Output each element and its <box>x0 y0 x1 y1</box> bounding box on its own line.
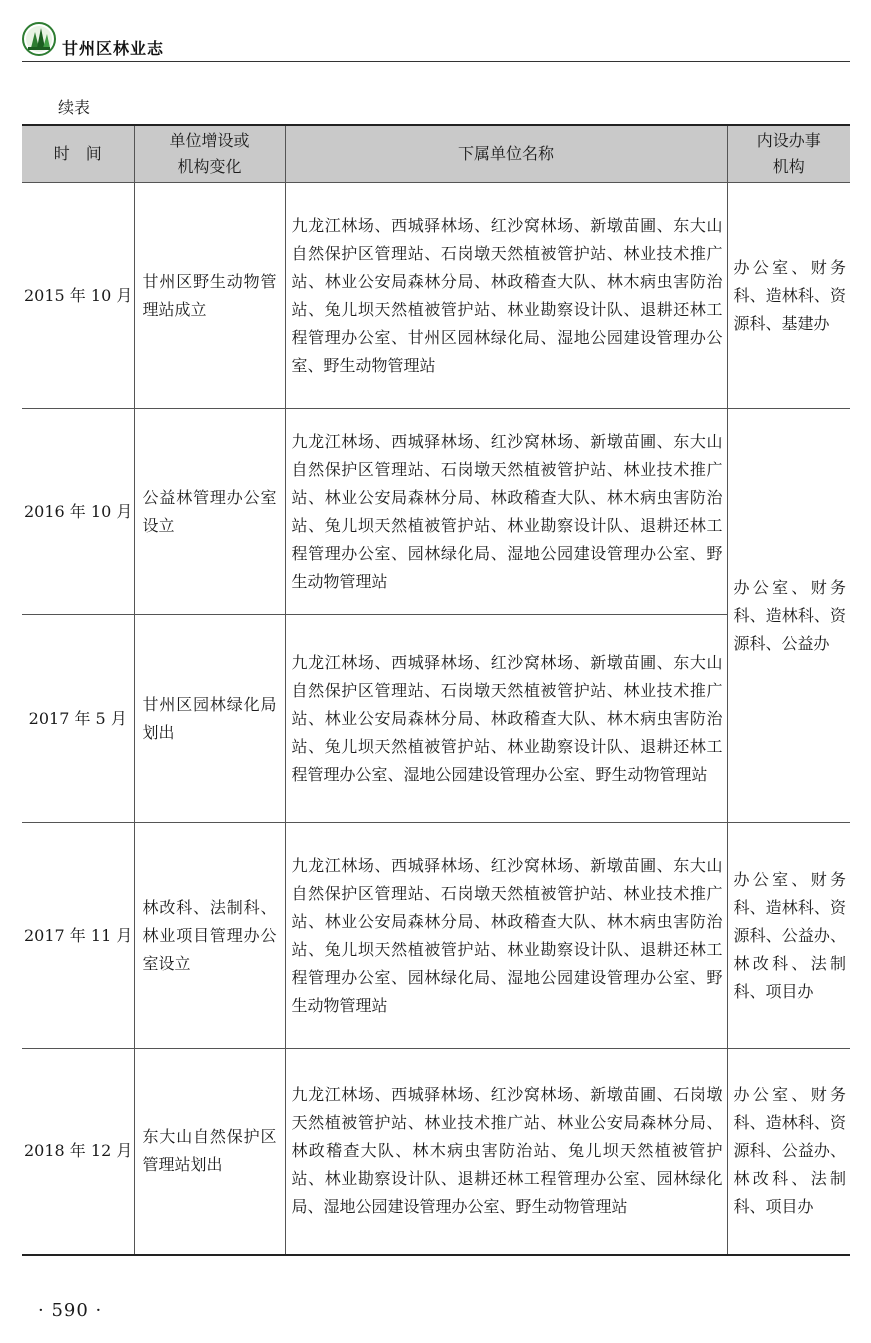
forest-trees-logo-icon <box>22 22 56 56</box>
table-header-row <box>22 125 850 183</box>
row-change: 甘州区野生动物管理站成立 <box>134 183 285 409</box>
table-row <box>22 1049 850 1255</box>
table-row <box>22 409 850 615</box>
row-office: 办公室、财务科、造林科、资源科、公益办、林改科、法制科、项目办 <box>727 1049 850 1255</box>
row-office: 办公室、财务科、造林科、资源科、公益办 <box>727 409 850 823</box>
row-units: 九龙江林场、西城驿林场、红沙窝林场、新墩苗圃、东大山自然保护区管理站、石岗墩天然植被管护站、林业技术推广站、林业公安局森林分局、林政稽查大队、林木病虫害防治站、兔儿坝天然植被管护站、林业勘察设计队、退耕还林工程管理办公室、湿地公园建设管理办公室、野生动物管理站 <box>285 615 727 823</box>
row-change: 公益林管理办公室设立 <box>134 409 285 615</box>
continued-label: 续表 <box>58 98 91 117</box>
row-units: 九龙江林场、西城驿林场、红沙窝林场、新墩苗圃、东大山自然保护区管理站、石岗墩天然植被管护站、林业技术推广站、林业公安局森林分局、林政稽查大队、林木病虫害防治站、兔儿坝天然植被管护站、林业勘察设计队、退耕还林工程管理办公室、甘州区园林绿化局、湿地公园建设管理办公室、野生动物管理站 <box>285 183 727 409</box>
header-office <box>727 125 850 183</box>
row-time: 2017 年 5 月 <box>22 615 134 823</box>
row-time: 2016 年 10 月 <box>22 409 134 615</box>
row-change: 甘州区园林绿化局划出 <box>134 615 285 823</box>
page-number: · 590 · <box>38 1300 103 1321</box>
row-units: 九龙江林场、西城驿林场、红沙窝林场、新墩苗圃、东大山自然保护区管理站、石岗墩天然植被管护站、林业技术推广站、林业公安局森林分局、林政稽查大队、林木病虫害防治站、兔儿坝天然植被管护站、林业勘察设计队、退耕还林工程管理办公室、园林绿化局、湿地公园建设管理办公室、野生动物管理站 <box>285 823 727 1049</box>
row-time: 2018 年 12 月 <box>22 1049 134 1255</box>
institution-table <box>22 124 850 1256</box>
row-units: 九龙江林场、西城驿林场、红沙窝林场、新墩苗圃、东大山自然保护区管理站、石岗墩天然植被管护站、林业技术推广站、林业公安局森林分局、林政稽查大队、林木病虫害防治站、兔儿坝天然植被管护站、林业勘察设计队、退耕还林工程管理办公室、园林绿化局、湿地公园建设管理办公室、野生动物管理站 <box>285 409 727 615</box>
row-office: 办公室、财务科、造林科、资源科、基建办 <box>727 183 850 409</box>
header-units: 下属单位名称 <box>285 125 727 183</box>
page-header <box>22 22 850 62</box>
table-row <box>22 823 850 1049</box>
table-row <box>22 615 850 823</box>
row-office: 办公室、财务科、造林科、资源科、公益办、林改科、法制科、项目办 <box>727 823 850 1049</box>
book-title: 甘州区林业志 <box>62 39 165 58</box>
row-time: 2017 年 11 月 <box>22 823 134 1049</box>
row-units: 九龙江林场、西城驿林场、红沙窝林场、新墩苗圃、石岗墩天然植被管护站、林业技术推广站、林业公安局森林分局、林政稽查大队、林木病虫害防治站、兔儿坝天然植被管护站、林业勘察设计队、退耕还林工程管理办公室、园林绿化局、湿地公园建设管理办公室、野生动物管理站 <box>285 1049 727 1255</box>
row-change: 东大山自然保护区管理站划出 <box>134 1049 285 1255</box>
header-divider <box>22 61 850 62</box>
row-time: 2015 年 10 月 <box>22 183 134 409</box>
header-change-text: 单位增设或 机构变化 <box>169 131 250 176</box>
table-row <box>22 183 850 409</box>
header-time: 时 间 <box>22 125 134 183</box>
row-change: 林改科、法制科、林业项目管理办公室设立 <box>134 823 285 1049</box>
header-change <box>134 125 285 183</box>
header-office-text: 内设办事 机构 <box>756 131 821 176</box>
